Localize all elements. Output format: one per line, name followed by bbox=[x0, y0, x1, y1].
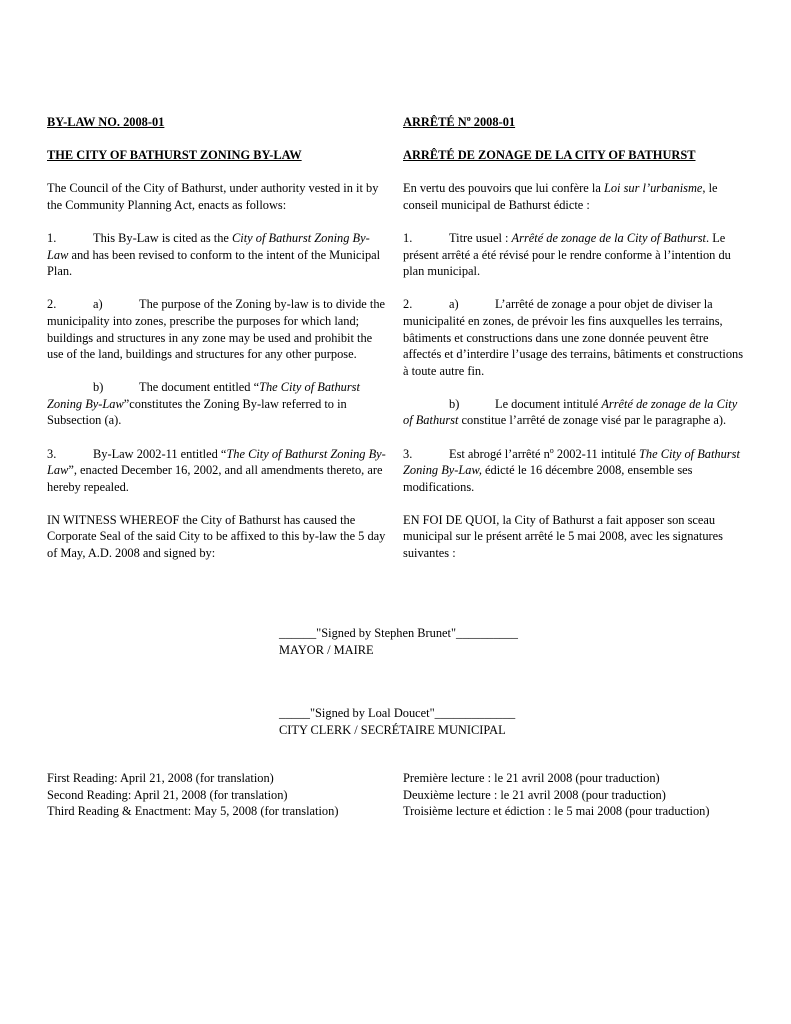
section-1-fr: 1. Titre usuel : Arrêté de zonage de la City of Bathurst. Le présent arrêté a été révisé pour le rendre conforme à l’intention du plan municipal. bbox=[403, 231, 731, 279]
section-3-fr: 3. Est abrogé l’arrêté $n^o$ 2002-11 intitulé The City of Bathurst Zoning By-Law, édicté le 16 décembre 2008, ensemble ses modifications. bbox=[403, 445, 740, 494]
section-number: 3. bbox=[47, 446, 57, 461]
section-number: 2. bbox=[47, 297, 57, 312]
witness-paragraph-fr: EN FOI DE QUOI, la City of Bathurst a fait apposer son sceau municipal sur le présent arrêté le 5 mai 2008, avec les signatures suivantes : bbox=[403, 512, 723, 560]
clerk-title: CITY CLERK / SECRÉTAIRE MUNICIPAL bbox=[279, 722, 506, 737]
section-1: 1. This By-Law is cited as the City of Bathurst Zoning By-Law and has been revised to conform to the intent of the Municipal Plan. bbox=[47, 231, 381, 279]
mayor-signature-block bbox=[279, 625, 579, 658]
first-reading: First Reading: April 21, 2008 (for translation) bbox=[47, 771, 274, 785]
intro-paragraph-fr: En vertu des pouvoirs que lui confère la Loi sur l’urbanisme, le conseil municipal de Bathurst édicte : bbox=[403, 181, 718, 212]
third-reading: Third Reading & Enactment: May 5, 2008 (for translation) bbox=[47, 804, 339, 819]
subsection-letter: a) bbox=[449, 297, 459, 312]
english-column bbox=[47, 114, 391, 578]
section-number: 1. bbox=[47, 231, 57, 246]
arrete-title: ARRÊTÉ DE ZONAGE DE LA CITY OF BATHURST bbox=[403, 148, 696, 163]
bylaw-number: BY-LAW NO. 2008-01 bbox=[47, 115, 165, 129]
readings-french bbox=[403, 770, 709, 820]
troisieme-lecture: Troisième lecture et édiction : le 5 mai 2008 (pour traduction) bbox=[403, 804, 710, 819]
premiere-lecture: Première lecture : le 21 avril 2008 (pour traduction) bbox=[403, 771, 660, 785]
section-3: 3. By-Law 2002-11 entitled “The City of Bathurst Zoning By-Law”, enacted December 16, 2002, and all amendments thereto, are hereby repealed. bbox=[47, 446, 386, 494]
section-2a-fr: 2. a) L’arrêté de zonage a pour objet de diviser la municipalité en zones, de prévoir les fins auxquelles les terrains, bâtiments et constructions dans une zone donnée peuvent être affectés et d’interdire l’usage des terrains, bâtiments et constructions à toute autre fin. bbox=[403, 297, 744, 378]
bylaw-title: THE CITY OF BATHURST ZONING BY-LAW bbox=[47, 148, 302, 163]
section-number: 2. bbox=[403, 297, 413, 312]
subsection-letter: b) bbox=[93, 380, 104, 395]
subsection-letter: b) bbox=[449, 396, 460, 411]
clerk-signature-line: _____"Signed by Loal Doucet"_____________ bbox=[279, 706, 516, 720]
deuxieme-lecture: Deuxième lecture : le 21 avril 2008 (pour traduction) bbox=[403, 787, 666, 802]
section-2b: b) The document entitled “The City of Bathurst Zoning By-Law”constitutes the Zoning By-law referred to in Subsection (a). bbox=[47, 380, 360, 428]
section-2b-fr: b) Le document intitulé Arrêté de zonage de la City of Bathurst constitue l’arrêté de zonage visé par le paragraphe a). bbox=[403, 396, 738, 428]
mayor-title: MAYOR / MAIRE bbox=[279, 642, 374, 657]
subsection-letter: a) bbox=[93, 297, 103, 312]
mayor-signature-line: ______"Signed by Stephen Brunet"__________ bbox=[279, 626, 518, 640]
clerk-signature-block bbox=[279, 705, 579, 738]
readings-english bbox=[47, 770, 338, 820]
arrete-number: ARRÊTÉ $N^o$ 2008-01 bbox=[403, 113, 516, 129]
intro-paragraph: The Council of the City of Bathurst, under authority vested in it by the Community Planning Act, enacts as follows: bbox=[47, 181, 379, 212]
section-2a: 2. a) The purpose of the Zoning by-law is to divide the municipality into zones, prescribe the purposes for which land; buildings and structures in any zone may be used and prohibit the use of the land, buildings and structures for any other purpose. bbox=[47, 297, 386, 362]
french-column bbox=[403, 114, 749, 578]
section-number: 1. bbox=[403, 231, 413, 246]
section-number: 3. bbox=[403, 446, 413, 461]
second-reading: Second Reading: April 21, 2008 (for translation) bbox=[47, 787, 288, 802]
witness-paragraph: IN WITNESS WHEREOF the City of Bathurst has caused the Corporate Seal of the said City to be affixed to this by-law the 5 day of May, A.D. 2008 and signed by: bbox=[47, 512, 386, 560]
